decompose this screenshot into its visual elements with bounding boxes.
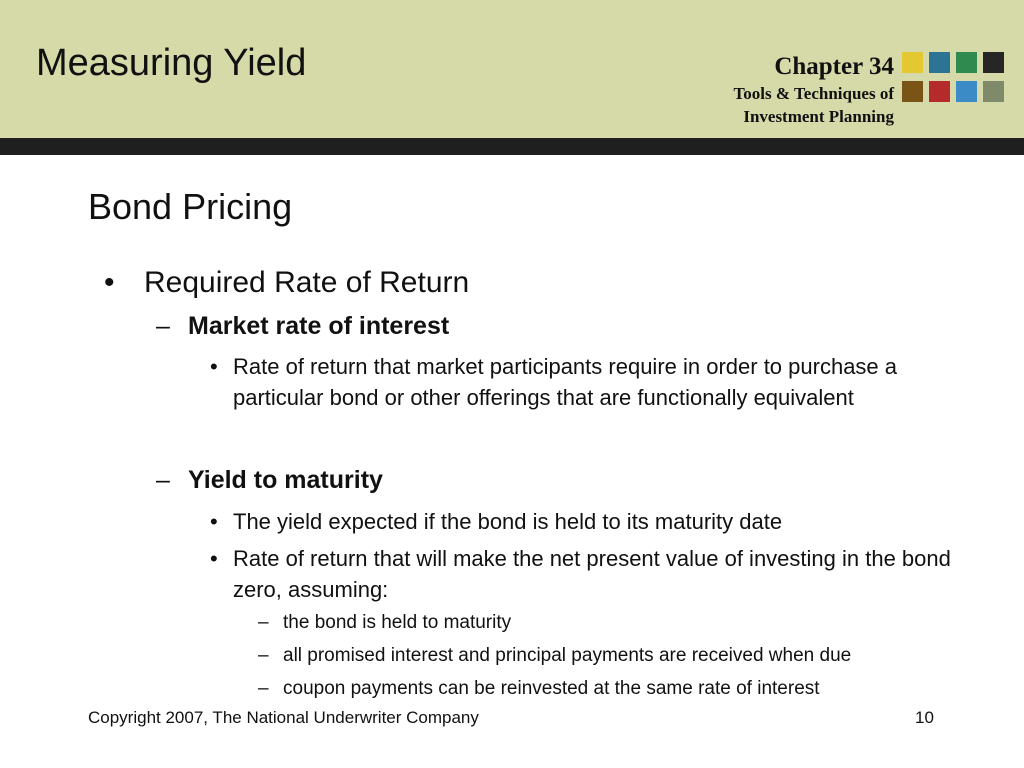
slide-title: Measuring Yield <box>36 42 307 84</box>
assumption-text: the bond is held to maturity <box>283 612 512 633</box>
dash-marker: – <box>156 312 170 340</box>
page-number: 10 <box>915 708 934 727</box>
bullet-required-rate <box>104 266 469 300</box>
chapter-block <box>734 52 894 128</box>
section-title: Bond Pricing <box>88 186 293 227</box>
detail-text: The yield expected if the bond is held to its maturity date <box>233 509 783 534</box>
dash-marker: – <box>258 678 269 699</box>
header-band <box>0 0 1024 138</box>
chapter-subtitle-line-1: Tools & Techniques of <box>733 84 894 103</box>
color-squares-logo <box>902 52 1008 104</box>
assumption-text: all promised interest and principal payments are received when due <box>283 645 852 666</box>
dash-marker: – <box>258 612 269 633</box>
color-square <box>983 52 1004 73</box>
detail-text: Rate of return that will make the net present value of investing in the bond zero, assuming: <box>233 546 951 602</box>
subheading-text: Market rate of interest <box>188 312 450 340</box>
subheading-yield-to-maturity <box>156 466 383 495</box>
color-square <box>983 81 1004 102</box>
dash-marker: – <box>156 466 170 494</box>
assumption-text: coupon payments can be reinvested at the same rate of interest <box>283 678 820 699</box>
chapter-number: Chapter 34 <box>774 53 894 80</box>
color-square <box>902 52 923 73</box>
assumption-item <box>258 612 511 634</box>
bullet-marker: • <box>210 354 218 379</box>
bullet-marker: • <box>210 546 218 571</box>
subheading-market-rate <box>156 312 449 341</box>
bullet-marker: • <box>104 266 115 299</box>
bullet-text: Required Rate of Return <box>144 266 470 299</box>
color-square <box>956 81 977 102</box>
assumption-item <box>258 678 820 700</box>
detail-market-rate <box>210 351 980 413</box>
subheading-text: Yield to maturity <box>188 466 383 494</box>
assumption-item <box>258 645 851 667</box>
color-square <box>929 81 950 102</box>
bullet-marker: • <box>210 509 218 534</box>
chapter-subtitle-line-2: Investment Planning <box>743 107 894 126</box>
color-square <box>902 81 923 102</box>
detail-ytm-npv <box>210 543 980 605</box>
color-square <box>929 52 950 73</box>
detail-text: Rate of return that market participants require in order to purchase a particular bond or other offerings that are functionally equivalent <box>233 354 898 410</box>
header-divider-bar <box>0 138 1024 155</box>
color-square <box>956 52 977 73</box>
footer-copyright: Copyright 2007, The National Underwriter Company <box>88 708 479 727</box>
detail-ytm-expected <box>210 506 980 537</box>
dash-marker: – <box>258 645 269 666</box>
